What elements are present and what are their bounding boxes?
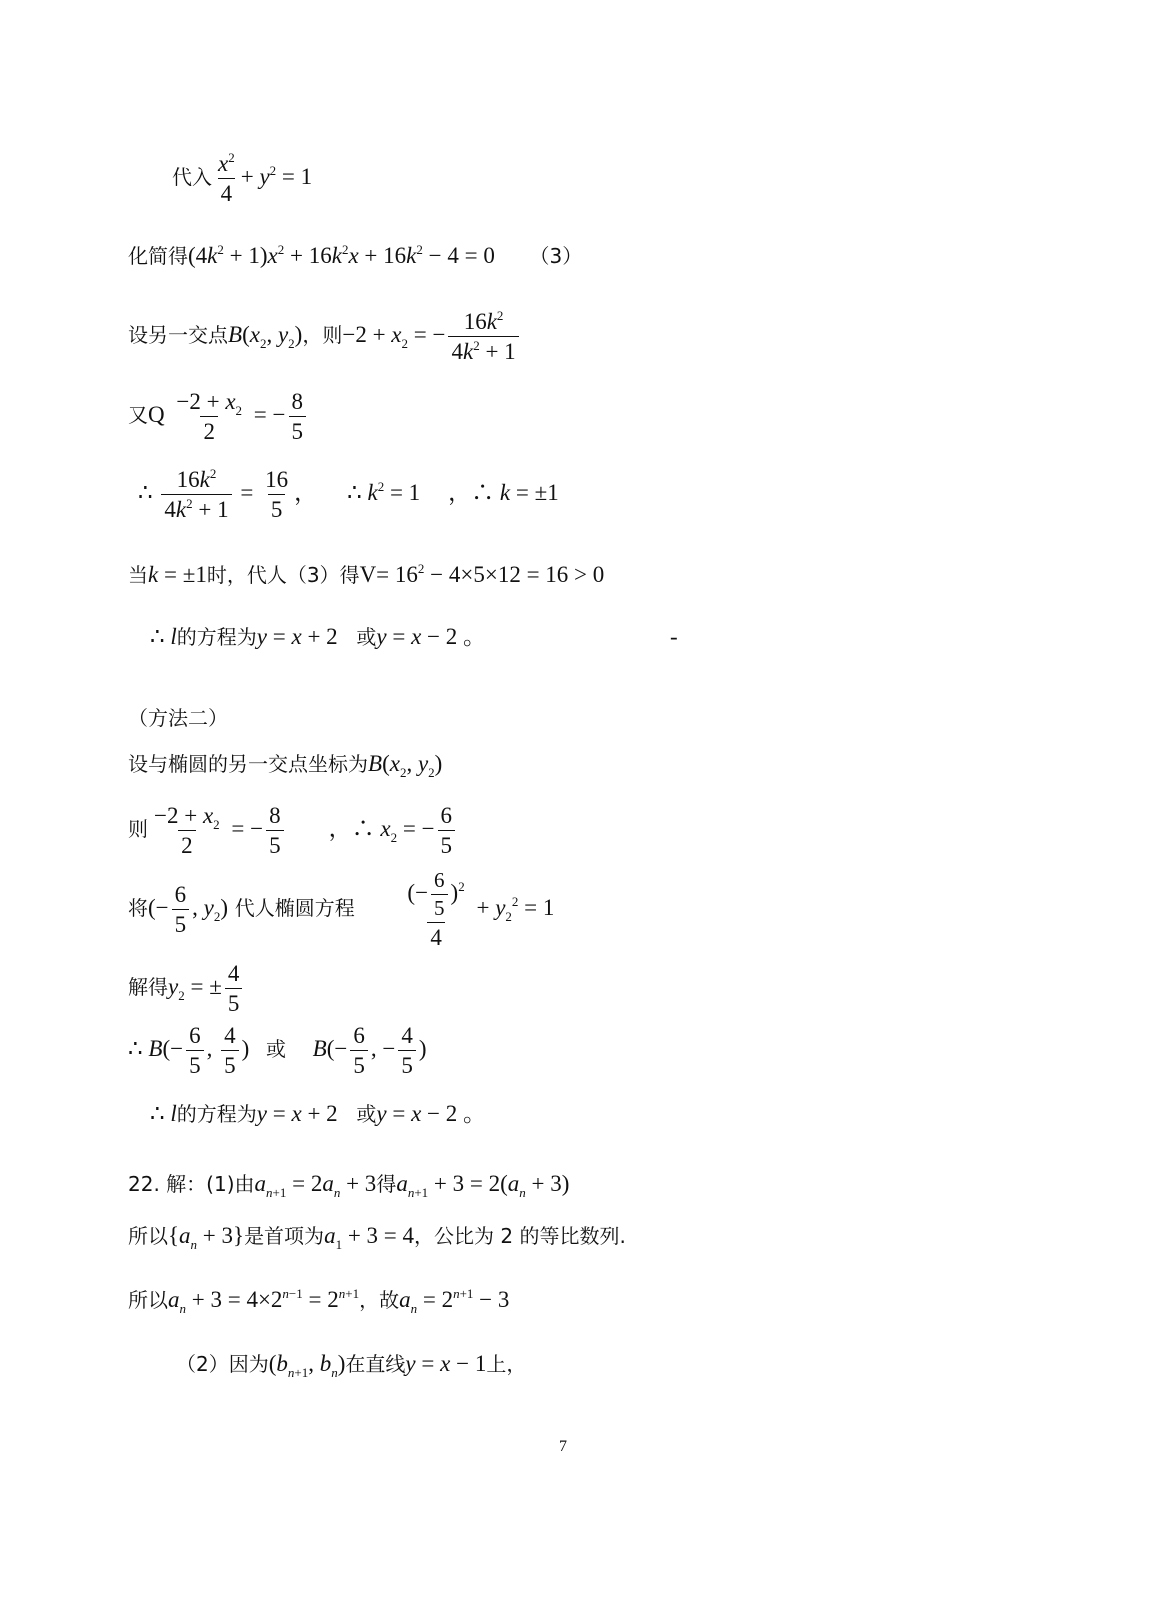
line-q22-recurrence: 22. 解：(1)由$a_{n+1} = 2a_n + 3$得$a_{n+1} + 3 = 2(a_n + 3)$ (128, 1171, 570, 1200)
line-method2-points: ∴ B(− $\frac{6}{5}$ , $\frac{4}{5}$ ) 或 B(− $\frac{6}{5}$ , − $\frac{4}{5}$ ) (128, 1023, 427, 1078)
line-midpoint-condition: 又Q $\frac{-2 + x_2}{2}$ = − $\frac{8}{5}$ (128, 390, 309, 443)
line-solve-k: ∴ $\frac{16k^2}{4k^2 + 1}$ = $\frac{16}{5}$ ， ∴ $k^2 = 1$ ，∴ k = ±1 (138, 466, 559, 522)
equation-tag: （3） (529, 244, 583, 268)
line-method2-substitute: 将(− $\frac{6}{5}$ , $y_2$) 代人椭圆方程 (− $\frac{6}{5}$ )$^2$ 4 + $y_2^2 = 1$ (128, 868, 555, 950)
line-substitute-ellipse: 代入 $\frac{x^2}{4}$ + $y^2 = 1$ (172, 150, 313, 206)
line-method2-x2: 则 $\frac{-2 + x_2}{2}$ = − $\frac{8}{5}$ ，∴ $x_2$ = − $\frac{6}{5}$ (128, 804, 458, 857)
line-q22-part2: （2）因为($b_{n+1}$, $b_n$)在直线y = x − 1上， (176, 1351, 527, 1380)
line-q22-general-term: 所以$a_n + 3 = 4\times 2^{n-1} = 2^{n+1}$，故$a_n = 2^{n+1} - 3$ (128, 1286, 510, 1316)
stray-mark: - (670, 624, 678, 649)
method-two-title: （方法二） (128, 706, 228, 730)
line-other-intersection: 设另一交点$B(x_2$, $y_2$)，则$-2 + x_2$ = − $\frac{16k^2}{4k^2 + 1}$ (128, 310, 522, 363)
line-q22-geometric: 所以$\{a_n + 3\}$是首项为$a_1 + 3 = 4$，公比为 2 的等比数列. (128, 1223, 626, 1252)
line-method2-result: ∴ l的方程为y = x + 2 或y = x − 2 。 (150, 1101, 487, 1126)
page-number: 7 (559, 1438, 567, 1455)
line-equation-result: ∴ l的方程为y = x + 2 或y = x − 2 。 (150, 624, 487, 649)
line-method2-intro: 设与椭圆的另一交点坐标为$B(x_2$, $y_2$) (128, 751, 443, 780)
line-simplified-equation: 化简得$(4k^2 + 1)x^2 + 16k^2x + 16k^2 - 4 = 0$ （3） (128, 242, 583, 268)
line-method2-y2: 解得$y_2$ = ± $\frac{4}{5}$ (128, 962, 245, 1015)
line-discriminant: 当k = ±1时，代人（3）得$V= 16^2 - 4\times 5\times 12 = 16 > 0$ (128, 561, 605, 587)
